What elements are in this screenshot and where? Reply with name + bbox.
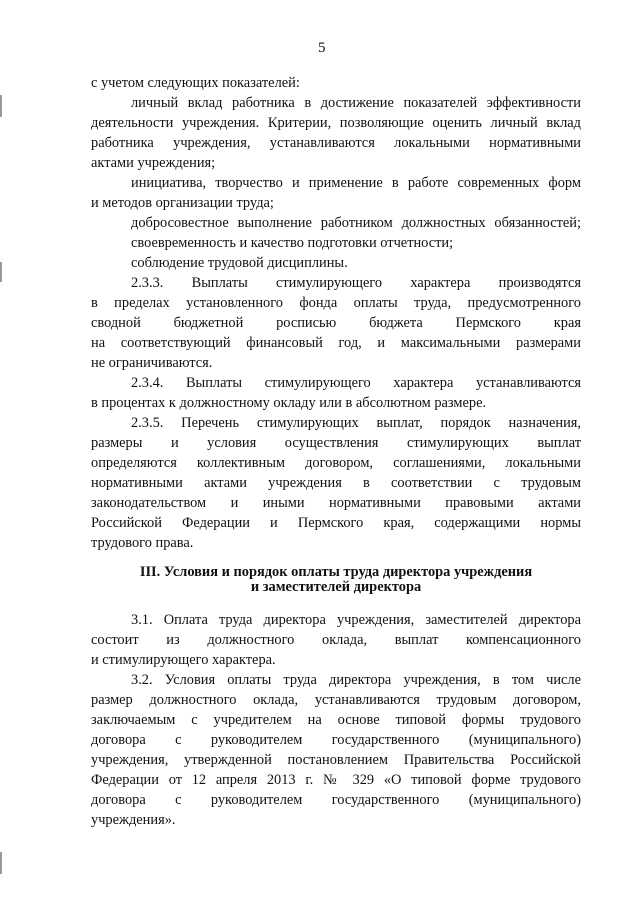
text-line: в процентах к должностному окладу или в абсолютном размере. bbox=[91, 395, 487, 411]
text-line: законодательством и иными нормативными правовыми актами bbox=[91, 495, 581, 511]
text-line: и стимулирующего характера. bbox=[91, 652, 276, 668]
text-line: не ограничиваются. bbox=[91, 355, 213, 371]
section-heading: и заместителей директора bbox=[250, 579, 422, 595]
text-line: Российской Федерации и Пермского края, содержащими нормы bbox=[91, 515, 581, 531]
text-line: соблюдение трудовой дисциплины. bbox=[131, 255, 348, 271]
scan-edge-mark bbox=[0, 262, 2, 282]
text-line: добросовестное выполнение работником должностных обязанностей; bbox=[131, 215, 581, 231]
text-line: нормативными актами учреждения в соответствии с трудовым bbox=[91, 475, 581, 491]
text-line: договора с руководителем государственного (муниципального) bbox=[91, 732, 581, 748]
text-line: и методов организации труда; bbox=[91, 195, 274, 211]
text-line: учреждения, утвержденной постановлением Правительства Российской bbox=[91, 752, 581, 768]
text-line: своевременность и качество подготовки отчетности; bbox=[131, 235, 454, 251]
page-number: 5 bbox=[318, 40, 326, 56]
text-line: работника учреждения, устанавливаются локальными нормативными bbox=[91, 135, 581, 151]
text-line: инициатива, творчество и применение в работе современных форм bbox=[131, 175, 581, 191]
text-line: 3.2. Условия оплаты труда директора учреждения, в том числе bbox=[131, 672, 581, 688]
text-line: личный вклад работника в достижение показателей эффективности bbox=[131, 95, 581, 111]
section-heading: III. Условия и порядок оплаты труда директора учреждения bbox=[139, 564, 533, 580]
scan-edge-mark bbox=[0, 852, 2, 874]
text-line: 2.3.4. Выплаты стимулирующего характера устанавливаются bbox=[131, 375, 581, 391]
text-line: актами учреждения; bbox=[91, 155, 216, 171]
text-line: на соответствующий финансовый год, и максимальными размерами bbox=[91, 335, 581, 351]
text-line: сводной бюджетной росписью бюджета Пермского края bbox=[91, 315, 581, 331]
text-line: размеры и условия осуществления стимулирующих выплат bbox=[91, 435, 581, 451]
text-line: в пределах установленного фонда оплаты труда, предусмотренного bbox=[91, 295, 581, 311]
text-line: с учетом следующих показателей: bbox=[91, 75, 300, 91]
text-line: состоит из должностного оклада, выплат компенсационного bbox=[91, 632, 581, 648]
text-line: размер должностного оклада, устанавливаются трудовым договором, bbox=[91, 692, 581, 708]
text-line: деятельности учреждения. Критерии, позволяющие оценить личный вклад bbox=[91, 115, 581, 131]
text-line: 2.3.5. Перечень стимулирующих выплат, порядок назначения, bbox=[131, 415, 581, 431]
text-line: Федерации от 12 апреля 2013 г. № 329 «О типовой форме трудового bbox=[91, 772, 581, 788]
text-line: трудового права. bbox=[91, 535, 194, 551]
scan-edge-mark bbox=[0, 95, 2, 117]
text-line: учреждения». bbox=[91, 812, 176, 828]
text-line: 2.3.3. Выплаты стимулирующего характера производятся bbox=[131, 275, 581, 291]
text-line: договора с руководителем государственного (муниципального) bbox=[91, 792, 581, 808]
text-line: заключаемым с учредителем на основе типовой формы трудового bbox=[91, 712, 581, 728]
text-line: определяются коллективным договором, соглашениями, локальными bbox=[91, 455, 581, 471]
text-line: 3.1. Оплата труда директора учреждения, заместителей директора bbox=[131, 612, 581, 628]
